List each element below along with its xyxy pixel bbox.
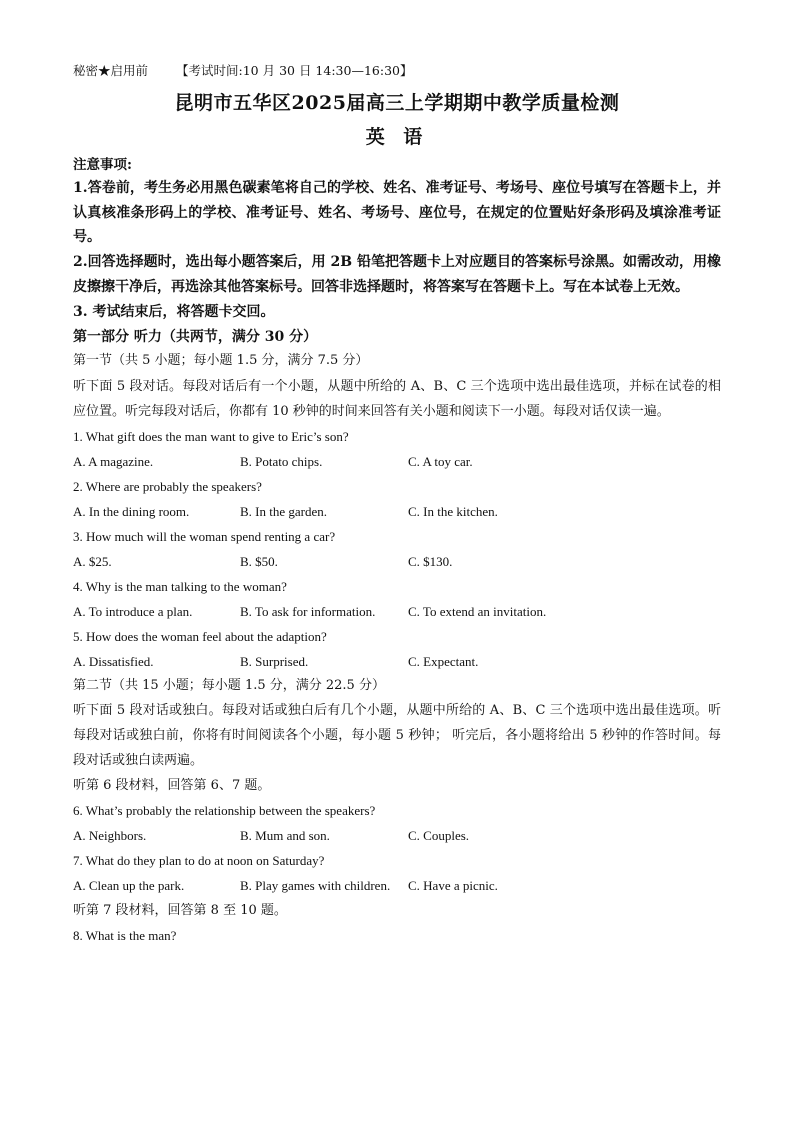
option-row [73,549,721,574]
section2-instructions: 听下面 5 段对话或独白。每段对话或独白后有几个小题，从题中所给的 A、B、C 三个选项中选出最佳选项。听每段对话或独白前，你将有时间阅读各个小题，每小题 5 秒钟； 听完后，各小题将给出 5 秒钟的作答时间。每段对话或独白读两遍。 [73,703,721,769]
subject-title: 英 语 [365,126,429,148]
question-text: 6. What’s probably the relationship between the speakers? [73,803,376,819]
question-block [73,524,721,574]
question-text: 3. How much will the woman spend renting a car? [73,528,336,544]
option-row [73,873,721,898]
option-a: A. To introduce a plan. [73,603,193,619]
option-b: B. Play games with children. [240,878,391,894]
option-a: A. $25. [73,553,112,569]
question-block [73,848,721,898]
option-a: A. Dissatisfied. [73,653,154,669]
material-heading: 听第 6 段材料，回答第 6、7 题。 [73,778,271,794]
question-text: 4. Why is the man talking to the woman? [73,578,287,594]
option-b: B. Surprised. [240,653,309,669]
question-block [73,624,721,674]
note-item: 1.答卷前，考生务必用黑色碳素笔将自己的学校、姓名、准考证号、考场号、座位号填写在答题卡上，并认真核准条形码上的学校、准考证号、姓名、考场号、座位号，在规定的位置贴好条形码及填涂准考证号。 [73,180,721,246]
option-b: B. Potato chips. [240,453,323,469]
option-row [73,449,721,474]
exam-title: 昆明市五华区2025届高三上学期期中教学质量检测 [174,92,620,114]
question-text: 8. What is the man? [73,928,177,944]
section1-instructions: 听下面 5 段对话。每段对话后有一个小题，从题中所给的 A、B、C 三个选项中选出最佳选项，并标在试卷的相应位置。听完每段对话后，你都有 10 秒钟的时间来回答有关小题和阅读下一小题。每段对话仅读一遍。 [73,378,721,419]
option-a: A. Neighbors. [73,828,147,844]
part1-title: 第一部分 听力（共两节，满分 30 分） [73,329,318,346]
question-text: 5. How does the woman feel about the adaption? [73,628,327,644]
material-heading: 听第 7 段材料，回答第 8 至 10 题。 [73,903,287,919]
section2-title: 第二节（共 15 小题；每小题 1.5 分，满分 22.5 分） [73,677,385,693]
exam-page [73,60,721,948]
question-block [73,798,721,848]
option-c: C. A toy car. [408,453,473,469]
option-row [73,823,721,848]
option-row [73,599,721,624]
option-b: B. $50. [240,553,278,569]
option-c: C. Couples. [408,828,470,844]
question-block [73,424,721,474]
option-a: A. A magazine. [73,453,154,469]
option-a: A. In the dining room. [73,503,190,519]
option-c: C. In the kitchen. [408,503,498,519]
option-b: B. To ask for information. [240,603,376,619]
note-item: 2.回答选择题时，选出每小题答案后，用 2B 铅笔把答题卡上对应题目的答案标号涂黑。如需改动，用橡皮擦擦干净后，再选涂其他答案标号。回答非选择题时，将答案写在答题卡上。写在本试卷上无效。 [73,254,721,295]
confidential-label: 秘密★启用前 [73,63,149,78]
section1-title: 第一节（共 5 小题；每小题 1.5 分，满分 7.5 分） [73,353,369,369]
option-row [73,499,721,524]
option-c: C. $130. [408,553,453,569]
option-a: A. Clean up the park. [73,878,185,894]
notes-heading: 注意事项: [73,157,132,173]
option-row [73,649,721,674]
question-text: 1. What gift does the man want to give to Eric’s son? [73,428,349,444]
option-c: C. To extend an invitation. [408,603,547,619]
header-line [73,60,721,82]
question-block [73,574,721,624]
question-block [73,474,721,524]
exam-time: 【考试时间:10 月 30 日 14:30—16:30】 [176,63,413,78]
option-c: C. Expectant. [408,653,479,669]
option-b: B. In the garden. [240,503,328,519]
note-item: 3. 考试结束后，将答题卡交回。 [73,303,275,320]
question-text: 7. What do they plan to do at noon on Saturday? [73,853,325,869]
option-c: C. Have a picnic. [408,878,498,894]
question-text: 2. Where are probably the speakers? [73,478,262,494]
option-b: B. Mum and son. [240,828,330,844]
